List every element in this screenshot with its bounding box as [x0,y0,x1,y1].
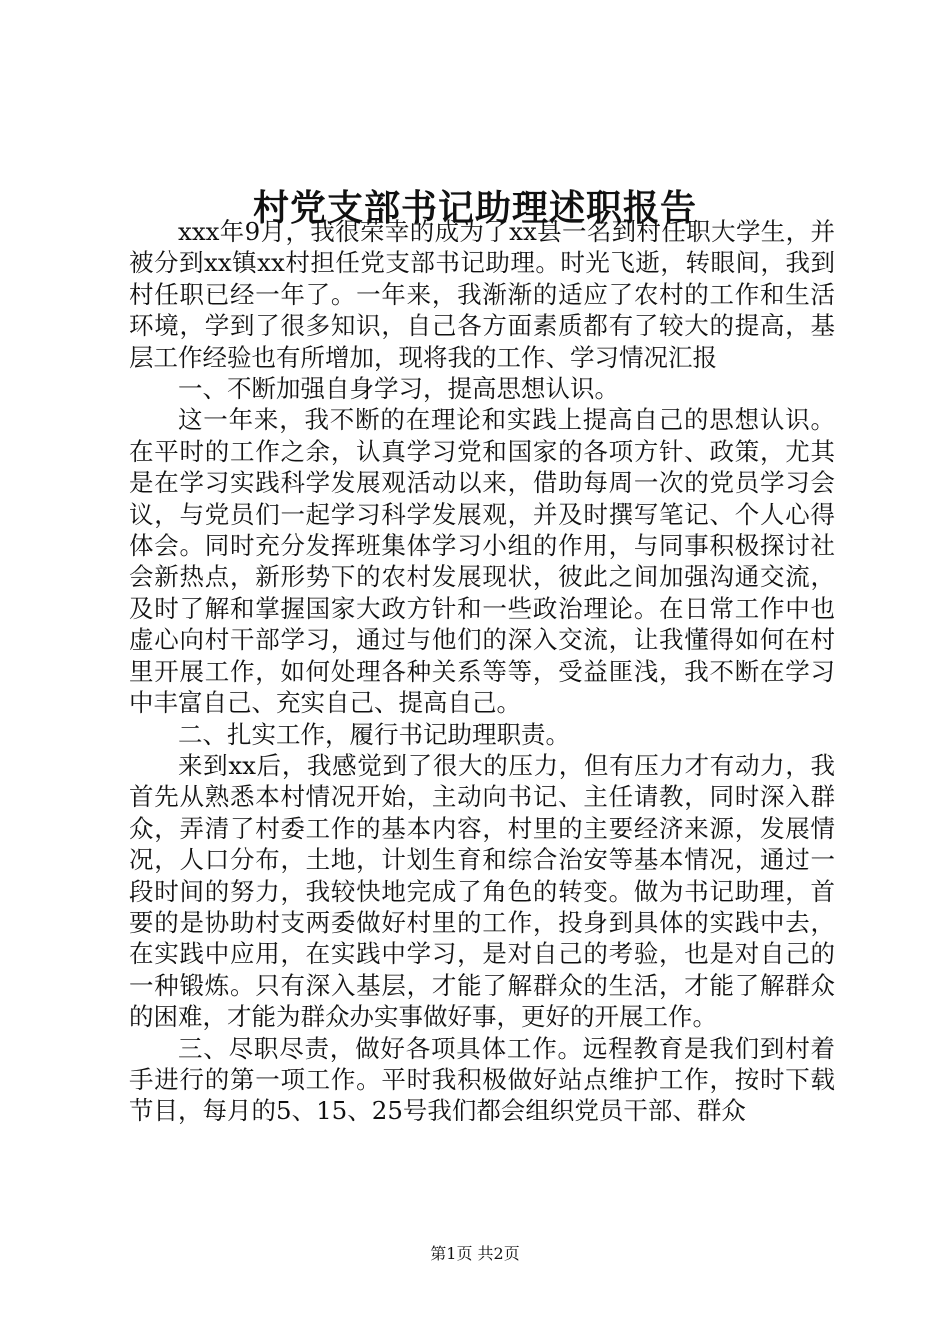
paragraph-section-2: 来到xx后，我感觉到了很大的压力，但有压力才有动力，我首先从熟悉本村情况开始，主动向书记、主任请教，同时深入群众，弄清了村委工作的基本内容，村里的主要经济来源，发展情况，人口分布，土地，计划生育和综合治安等基本情况，通过一段时间的努力，我较快地完成了角色的转变。做为书记助理，首要的是协助村支两委做好村里的工作，投身到具体的实践中去，在实践中应用，在实践中学习，是对自己的考验，也是对自己的一种锻炼。只有深入基层，才能了解群众的生活，才能了解群众的困难，才能为群众办实事做好事，更好的开展工作。 [129,750,835,1032]
page-number-footer: 第1页 共2页 [430,1244,520,1263]
paragraph-intro: xxx年9月，我很荣幸的成为了xx县一名到村任职大学生，并被分到xx镇xx村担任党支部书记助理。时光飞逝，转眼间，我到村任职已经一年了。一年来，我渐渐的适应了农村的工作和生活环境，学到了很多知识，自己各方面素质都有了较大的提高，基层工作经验也有所增加，现将我的工作、学习情况汇报 [129,217,835,372]
document-title: 村党支部书记助理述职报告 [252,187,697,229]
document-body [129,216,835,1127]
section-heading-2: 二、扎实工作，履行书记助理职责。 [178,719,570,749]
paragraph-section-1: 这一年来，我不断的在理论和实践上提高自己的思想认识。在平时的工作之余，认真学习党和国家的各项方针、政策，尤其是在学习实践科学发展观活动以来，借助每周一次的党员学习会议，与党员们一起学习科学发展观，并及时撰写笔记、个人心得体会。同时充分发挥班集体学习小组的作用，与同事积极探讨社会新热点，新形势下的农村发展现状，彼此之间加强沟通交流，及时了解和掌握国家大政方针和一些政治理论。在日常工作中也虚心向村干部学习，通过与他们的深入交流，让我懂得如何在村里开展工作，如何处理各种关系等等，受益匪浅，我不断在学习中丰富自己、充实自己、提高自己。 [129,405,835,718]
paragraph-section-3: 三、尽职尽责，做好各项具体工作。远程教育是我们到村着手进行的第一项工作。平时我积极做好站点维护工作，按时下载节目，每月的5、15、25号我们都会组织党员干部、群众 [129,1033,835,1126]
section-heading-1: 一、不断加强自身学习，提高思想认识。 [178,374,619,404]
